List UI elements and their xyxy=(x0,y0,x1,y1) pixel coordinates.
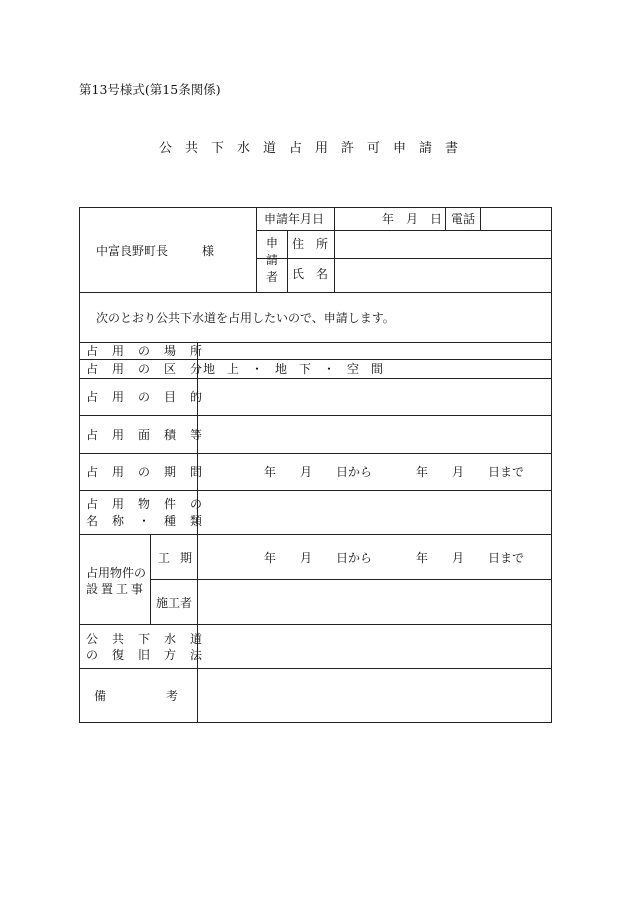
applicant-label-2: 請 xyxy=(266,253,279,267)
contractor-label: 施工者 xyxy=(156,596,193,610)
address-label: 住 所 xyxy=(292,237,329,251)
document-title: 公共下水道占用許可申請書 xyxy=(158,141,471,156)
work-period-from: 年 月 日から xyxy=(264,551,373,565)
period-to: 年 月 日まで xyxy=(416,465,525,479)
date-month-label: 月 xyxy=(406,212,419,226)
application-statement: 次のとおり公共下水道を占用したいので、申請します。 xyxy=(96,311,395,325)
category-options: 地 上 ・ 地 下 ・ 空 間 xyxy=(203,362,384,376)
purpose-label: 占用の目的 xyxy=(86,390,217,404)
work-period-to: 年 月 日まで xyxy=(416,551,525,565)
date-day-label: 日 xyxy=(430,212,443,226)
honorific: 様 xyxy=(202,244,215,258)
phone-label: 電話 xyxy=(451,212,476,226)
category-label: 占用の区分 xyxy=(86,362,217,376)
restoration-label-line-1: 公共下水道 xyxy=(86,632,217,646)
name-label: 氏 名 xyxy=(292,267,329,281)
period-from: 年 月 日から xyxy=(264,465,373,479)
restoration-label-line-2: の復旧方法 xyxy=(86,648,217,662)
addressee: 中富良野町長 xyxy=(96,244,169,258)
date-year-label: 年 xyxy=(382,212,395,226)
object-label-line-2: 名称・種類 xyxy=(86,514,217,528)
work-period-label: 工期 xyxy=(158,551,203,565)
remarks-label: 備 考 xyxy=(94,689,179,703)
application-form-table xyxy=(79,207,552,723)
applicant-label-3: 者 xyxy=(266,270,279,284)
application-date-label: 申請年月日 xyxy=(264,212,325,226)
construction-label-line-1: 占用物件の xyxy=(86,566,147,580)
area-label: 占用面積等 xyxy=(86,428,217,442)
construction-label-line-2: 設置工事 xyxy=(86,582,147,596)
form-number: 第13号様式(第15条関係) xyxy=(79,82,221,97)
period-label: 占用の期間 xyxy=(86,465,217,479)
applicant-label-1: 申 xyxy=(266,236,279,250)
object-label-line-1: 占用物件の xyxy=(86,497,217,511)
location-label: 占用の場所 xyxy=(86,344,217,358)
